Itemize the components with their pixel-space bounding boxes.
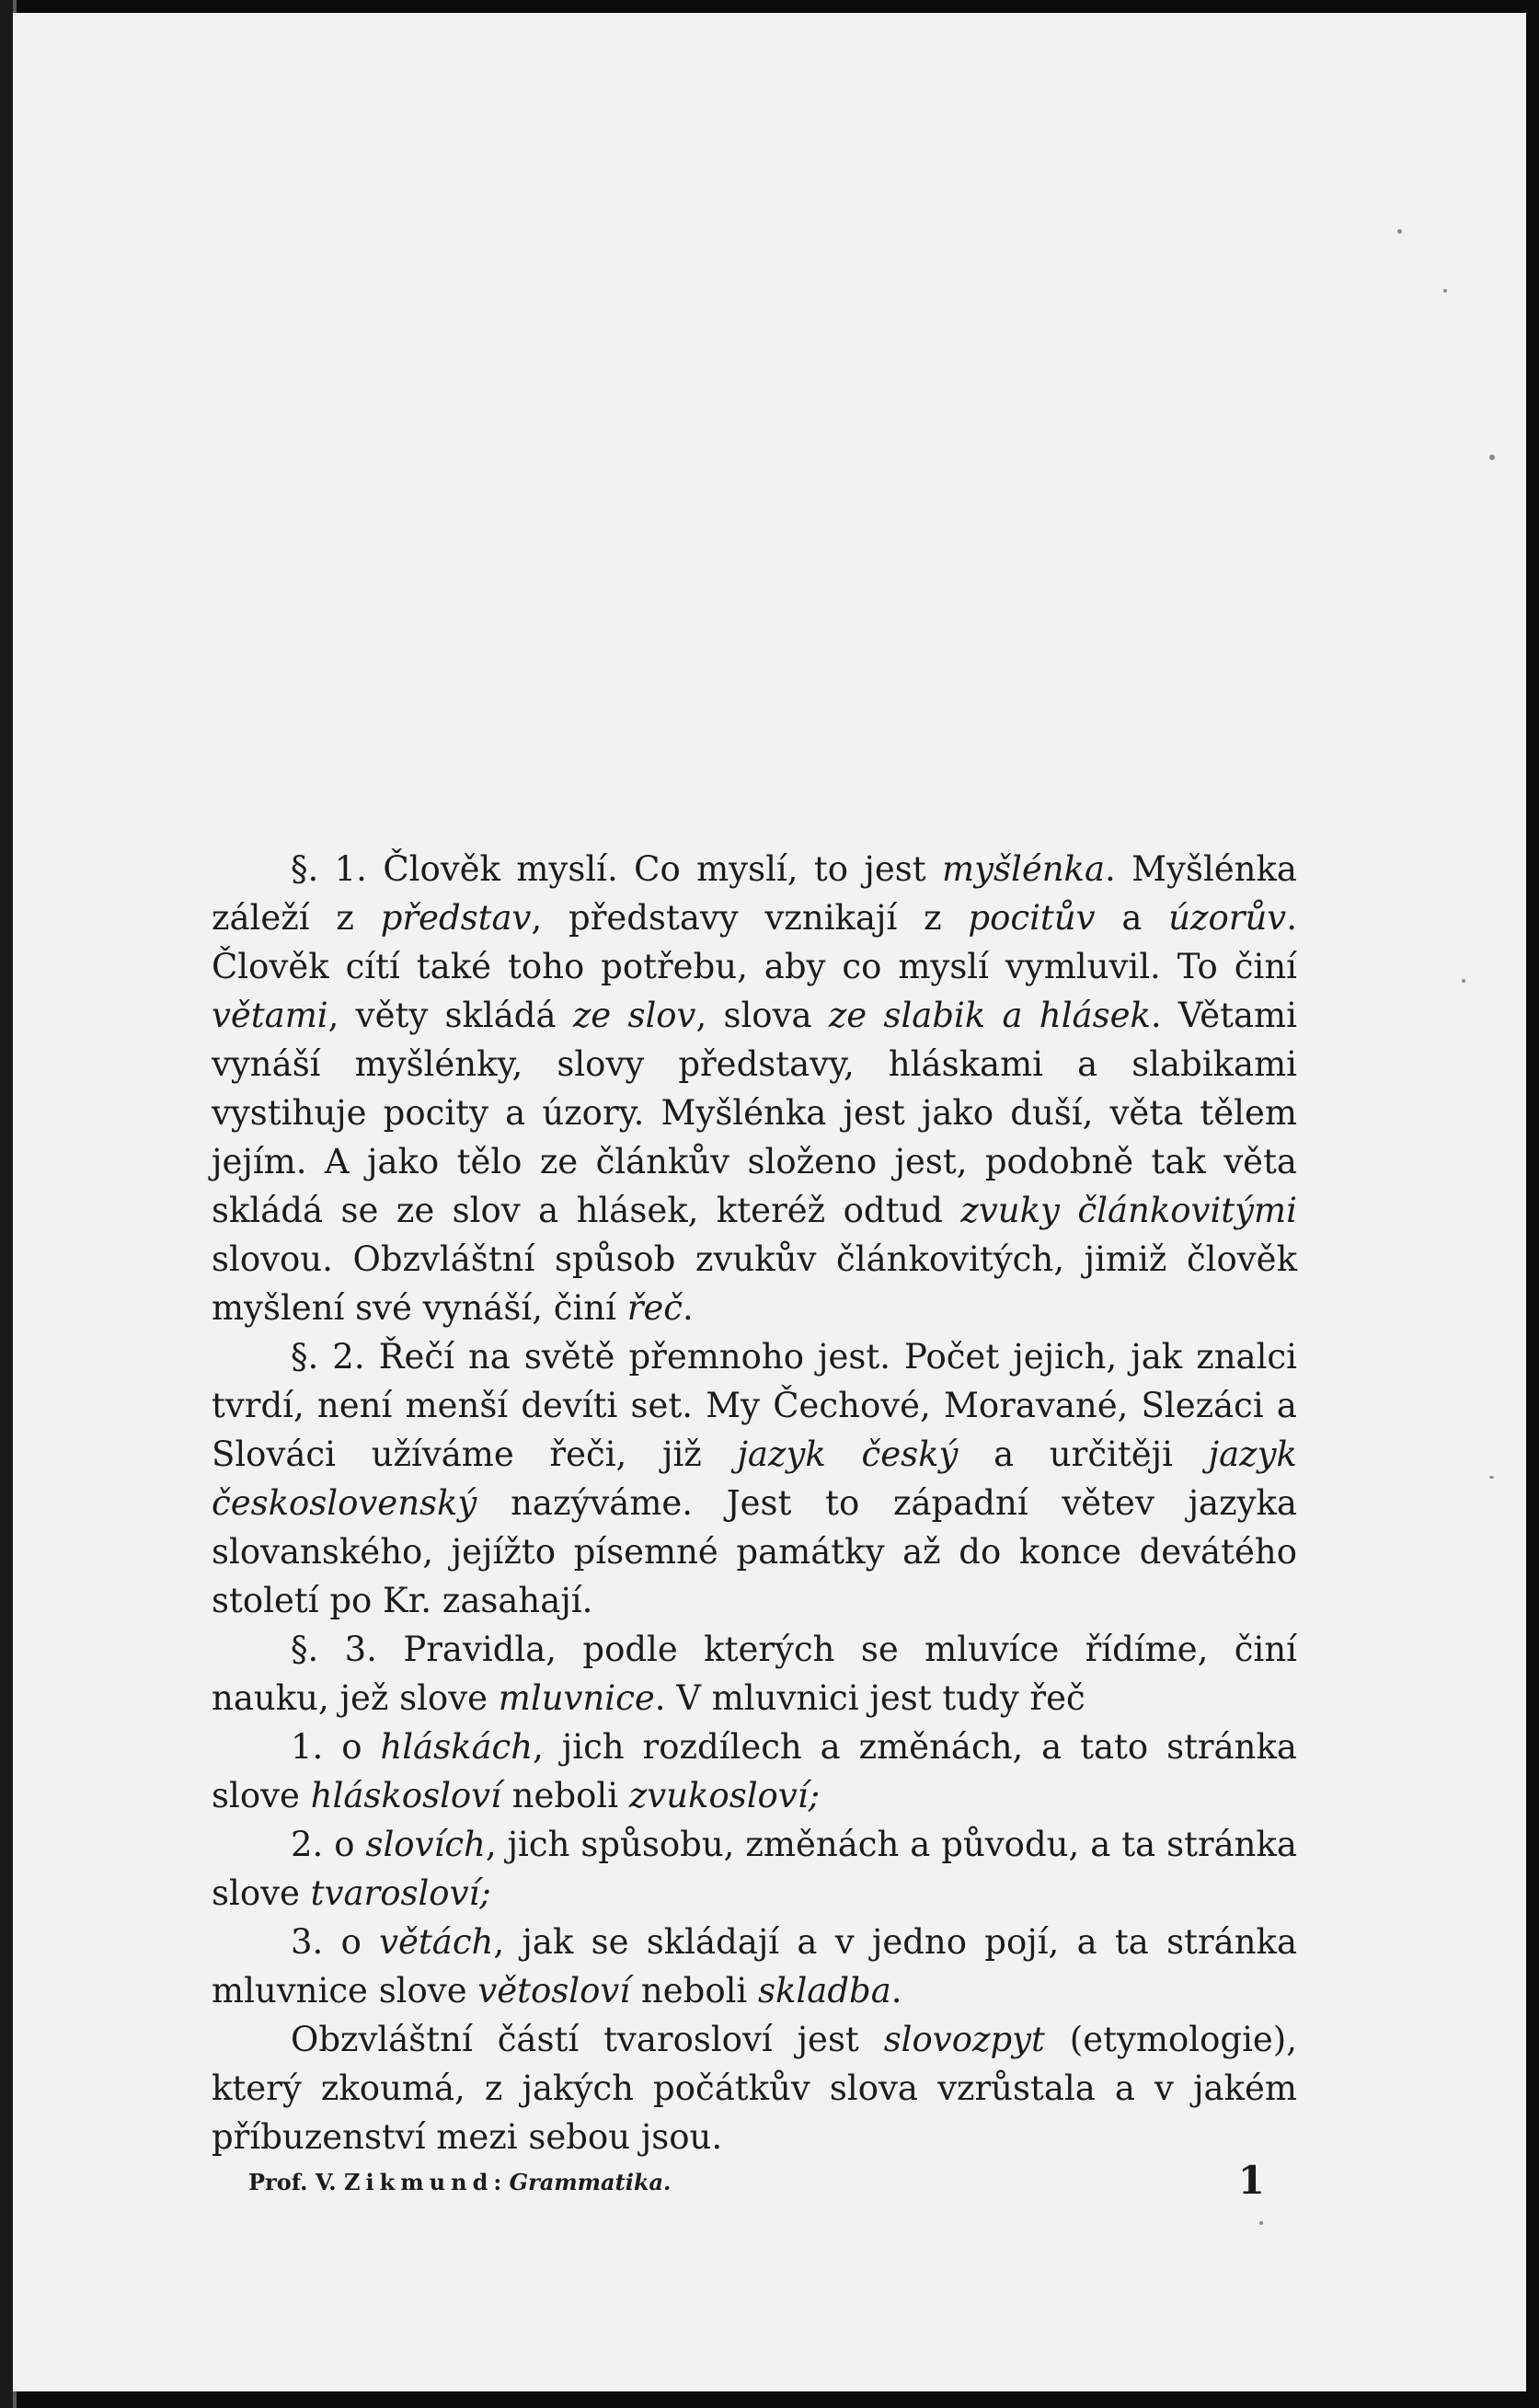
text-run: , jak se skládají a v jedno pojí, a ta stránka mluvnice slove (212, 1922, 1297, 2011)
dust-speck (1462, 979, 1465, 983)
text-run: , jich rozdílech a změnách, a tato stránka slove (212, 1727, 1297, 1815)
footer-prefix: Prof. V. (248, 2169, 345, 2195)
text-run: neboli (630, 1971, 759, 2011)
italic-term: slovích (365, 1825, 486, 1864)
list-item-2 (212, 1820, 1297, 1918)
text-run: . (890, 1971, 902, 2011)
text-run: , představy vznikají z (531, 898, 969, 938)
text-run: 2. o (291, 1825, 366, 1864)
section-1-paragraph (212, 845, 1297, 1332)
dust-speck (1443, 289, 1447, 293)
sheet-number: 1 (1237, 2158, 1265, 2203)
text-run: . Člověk cítí také toho potřebu, aby co myslí vymluvil. To činí (212, 898, 1297, 986)
text-run: . (683, 1288, 694, 1328)
list-item-1 (212, 1722, 1297, 1820)
italic-term: skladba (758, 1971, 891, 2011)
text-run: slovou. Obzvláštní spůsob zvukův článkovitých, jimiž člověk myšlení své vynáší, činí (212, 1239, 1297, 1328)
footer-separator: : (493, 2169, 510, 2195)
italic-term: větami (212, 996, 328, 1035)
italic-term: pocitův (968, 898, 1096, 938)
italic-term: mluvnice (498, 1678, 655, 1718)
italic-term: větách (379, 1922, 494, 1962)
text-run: . Myšlénka záleží z (212, 849, 1297, 938)
italic-term: zvukosloví; (628, 1776, 821, 1815)
dust-speck (1259, 2221, 1263, 2225)
dust-speck (1489, 455, 1495, 460)
text-run: . Větami vynáší myšlénky, slovy představy, hláskami a slabikami vystihuje pocity a úzory. Myšlénka jest jako duší, věta tělem jejím. A jako tělo ze článkův složeno jest, podobně tak věta skládá se ze slov a hlásek, kteréž odtud (212, 996, 1297, 1230)
italic-term: ze slabik a hlásek (828, 996, 1151, 1035)
italic-term: představ (380, 898, 532, 938)
section-2-paragraph (212, 1332, 1297, 1625)
italic-term: jazyk český (737, 1434, 959, 1474)
italic-term: hláskosloví (310, 1776, 501, 1815)
dust-speck (1397, 229, 1402, 234)
list-item-3 (212, 1918, 1297, 2015)
italic-term: jazyk československý (212, 1434, 1297, 1523)
text-run: , slova (695, 996, 829, 1035)
text-run: Obzvláštní částí tvarosloví jest (291, 2020, 884, 2059)
italic-term: úzorův (1168, 898, 1287, 938)
italic-term: větosloví (477, 1971, 631, 2011)
footer-author: Zikmund (344, 2169, 494, 2195)
italic-term: řeč (626, 1288, 683, 1328)
text-run: , jich spůsobu, změnách a původu, a ta stránka slove (212, 1825, 1297, 1913)
italic-term: hláskách (380, 1727, 534, 1767)
text-run: 3. o (291, 1922, 380, 1962)
text-run: , věty skládá (327, 996, 573, 1035)
text-run: §. 2. Řečí na světě přemnoho jest. Počet jejich, jak znalci tvrdí, není menší devíti set. My Čechové, Moravané, Slezáci a Slováci užíváme řeči, již (212, 1337, 1297, 1474)
text-run: a určitěji (958, 1434, 1209, 1474)
text-run: a (1095, 898, 1169, 938)
text-run: . V mluvnici jest tudy řeč (654, 1678, 1085, 1718)
body-text (212, 845, 1297, 2161)
footer-work-title: Grammatika. (509, 2169, 672, 2195)
text-run: 1. o (291, 1727, 381, 1767)
italic-term: slovozpyt (883, 2020, 1045, 2059)
italic-term: ze slov (572, 996, 696, 1035)
italic-term: tvarosloví; (310, 1873, 491, 1913)
signature-line (248, 2169, 671, 2195)
text-run: nazýváme. Jest to západní větev jazyka slovanského, jejížto písemné památky až do konce devátého století po Kr. zasahají. (212, 1483, 1297, 1620)
section-3-paragraph (212, 1625, 1297, 1722)
italic-term: zvuky článkovitými (960, 1191, 1297, 1230)
etymology-paragraph (212, 2015, 1297, 2161)
dust-speck (1489, 1476, 1494, 1479)
text-run: neboli (500, 1776, 629, 1815)
text-run: §. 3. Pravidla, podle kterých se mluvíce řídíme, činí nauku, jež slove (212, 1630, 1297, 1718)
scan-left-edge (0, 0, 13, 2408)
text-run: §. 1. Člověk myslí. Co myslí, to jest (291, 849, 943, 889)
italic-term: myšlénka (942, 849, 1106, 889)
text-run: (etymologie), který zkoumá, z jakých počátkův slova vzrůstala a v jakém příbuzenství mezi sebou jsou. (212, 2020, 1297, 2157)
